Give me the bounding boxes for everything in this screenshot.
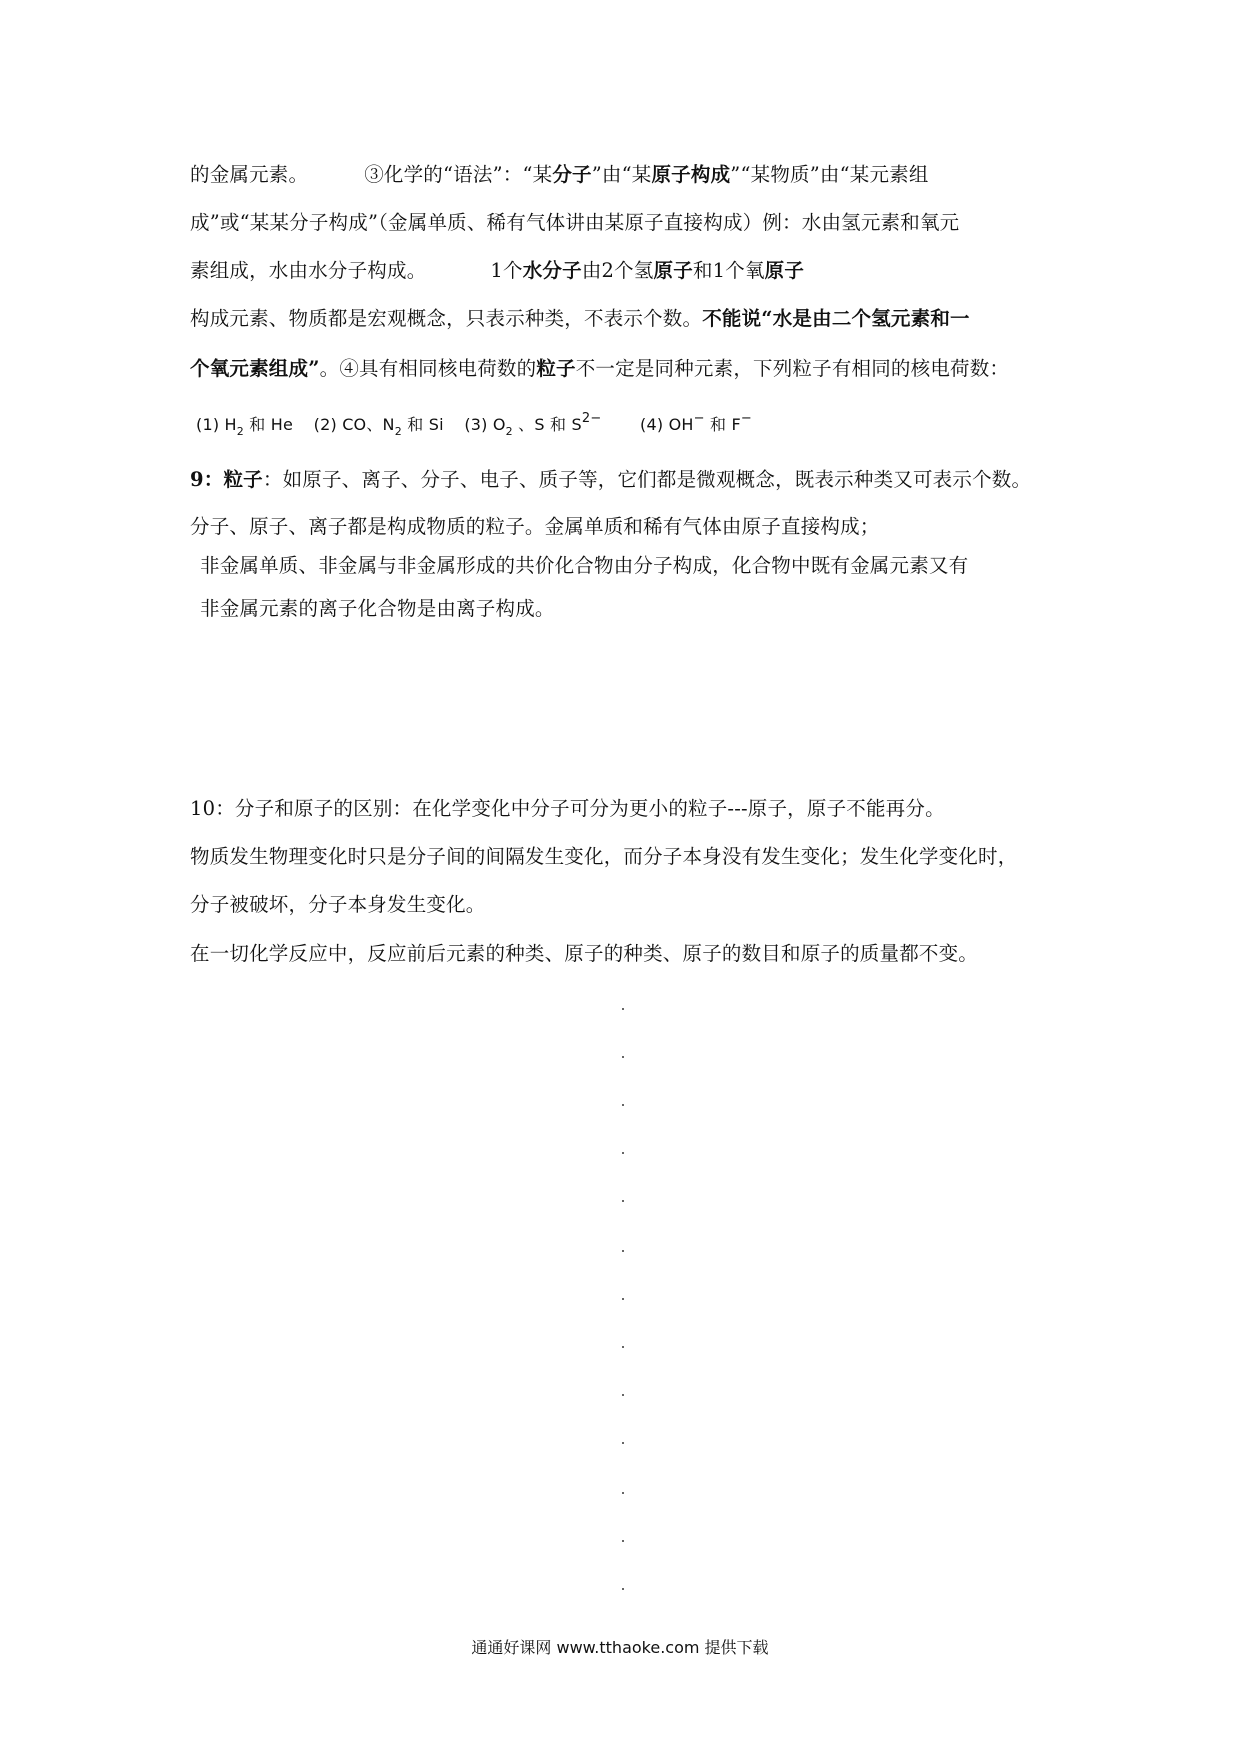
bold-text: 原子构成	[651, 163, 731, 186]
text: ”“某物质”由“某元素组	[730, 163, 929, 186]
section10-line1: 10：分子和原子的区别：在化学变化中分子可分为更小的粒子---原子，原子不能再分。	[190, 797, 945, 820]
dot-mark	[622, 1250, 624, 1252]
text: 、S 和 S	[512, 415, 582, 434]
dot-mark	[622, 1056, 624, 1058]
para1-line5	[190, 356, 1009, 382]
superscript: −	[693, 411, 705, 426]
dot-mark	[622, 1200, 624, 1202]
subscript: 2	[505, 425, 513, 438]
example-2: (2) CO、N	[313, 415, 395, 434]
text: 。④具有相同核电荷数的	[319, 357, 537, 380]
superscript: −	[740, 411, 752, 426]
text: 不一定是同种元素，下列粒子有相同的核电荷数：	[575, 357, 1010, 380]
text: 的金属元素。	[190, 163, 309, 186]
text: ”由“某	[591, 163, 652, 186]
subscript: 2	[236, 425, 244, 438]
subscript: 2	[394, 425, 402, 438]
example-3: (3) O	[464, 415, 506, 434]
dot-mark	[622, 1008, 624, 1010]
bold-text: 粒子	[536, 357, 576, 380]
dot-mark	[622, 1298, 624, 1300]
section9-line1	[190, 467, 1031, 493]
section-number: 9：	[190, 468, 224, 491]
example-4: (4) OH	[640, 415, 694, 434]
bold-text: 原子	[764, 259, 805, 282]
dot-mark	[622, 1346, 624, 1348]
para1-line1	[190, 162, 929, 188]
section9-line3: 非金属单质、非金属与非金属形成的共价化合物由分子构成，化合物中既有金属元素又有	[200, 554, 969, 577]
section10-line3: 分子被破坏，分子本身发生变化。	[190, 893, 486, 916]
dot-mark	[622, 1492, 624, 1494]
text: 由2个氢	[581, 259, 654, 282]
text: 构成元素、物质都是宏观概念，只表示种类，不表示个数。	[190, 307, 703, 330]
section9-line2: 分子、原子、离子都是构成物质的粒子。金属单质和稀有气体由原子直接构成；	[190, 515, 880, 538]
superscript: 2−	[581, 411, 602, 426]
bold-text: 分子	[552, 163, 592, 186]
dot-mark	[622, 1152, 624, 1154]
dot-mark	[622, 1540, 624, 1542]
dot-mark	[622, 1104, 624, 1106]
text: ③化学的“语法”：“某	[364, 163, 553, 186]
text: ：如原子、离子、分子、电子、质子等，它们都是微观概念，既表示种类又可表示个数。	[262, 468, 1032, 491]
chem-examples	[196, 412, 752, 440]
dot-mark	[622, 1442, 624, 1444]
bold-text: 水分子	[522, 259, 582, 282]
para1-line2: 成”或“某某分子构成”（金属单质、稀有气体讲由某原子直接构成）例：水由氢元素和氧元	[190, 211, 960, 234]
section10-line4: 在一切化学反应中，反应前后元素的种类、原子的种类、原子的数目和原子的质量都不变。	[190, 942, 979, 965]
text: 和 Si	[401, 415, 444, 434]
bold-text: 粒子	[223, 468, 263, 491]
para1-line4	[190, 306, 970, 332]
section9-line4: 非金属元素的离子化合物是由离子构成。	[200, 597, 555, 620]
bold-text: 个氧元素组成”	[190, 357, 320, 380]
dot-mark	[622, 1394, 624, 1396]
para1-line3	[190, 258, 804, 284]
section10-line2: 物质发生物理变化时只是分子间的间隔发生变化，而分子本身没有发生变化；发生化学变化时，	[190, 845, 1018, 868]
text: 1个	[490, 259, 523, 282]
bold-text: 原子	[653, 259, 693, 282]
text: 素组成，水由水分子构成。	[190, 259, 427, 282]
text: 和1个氧	[692, 259, 765, 282]
page-footer: 通通好课网 www.tthaoke.com 提供下载	[471, 1638, 769, 1657]
example-1: (1) H	[196, 415, 237, 434]
dot-mark	[622, 1588, 624, 1590]
text: 和 F	[704, 415, 741, 434]
text: 和 He	[243, 415, 294, 434]
bold-text: 不能说“水是由二个氢元素和一	[702, 307, 970, 330]
